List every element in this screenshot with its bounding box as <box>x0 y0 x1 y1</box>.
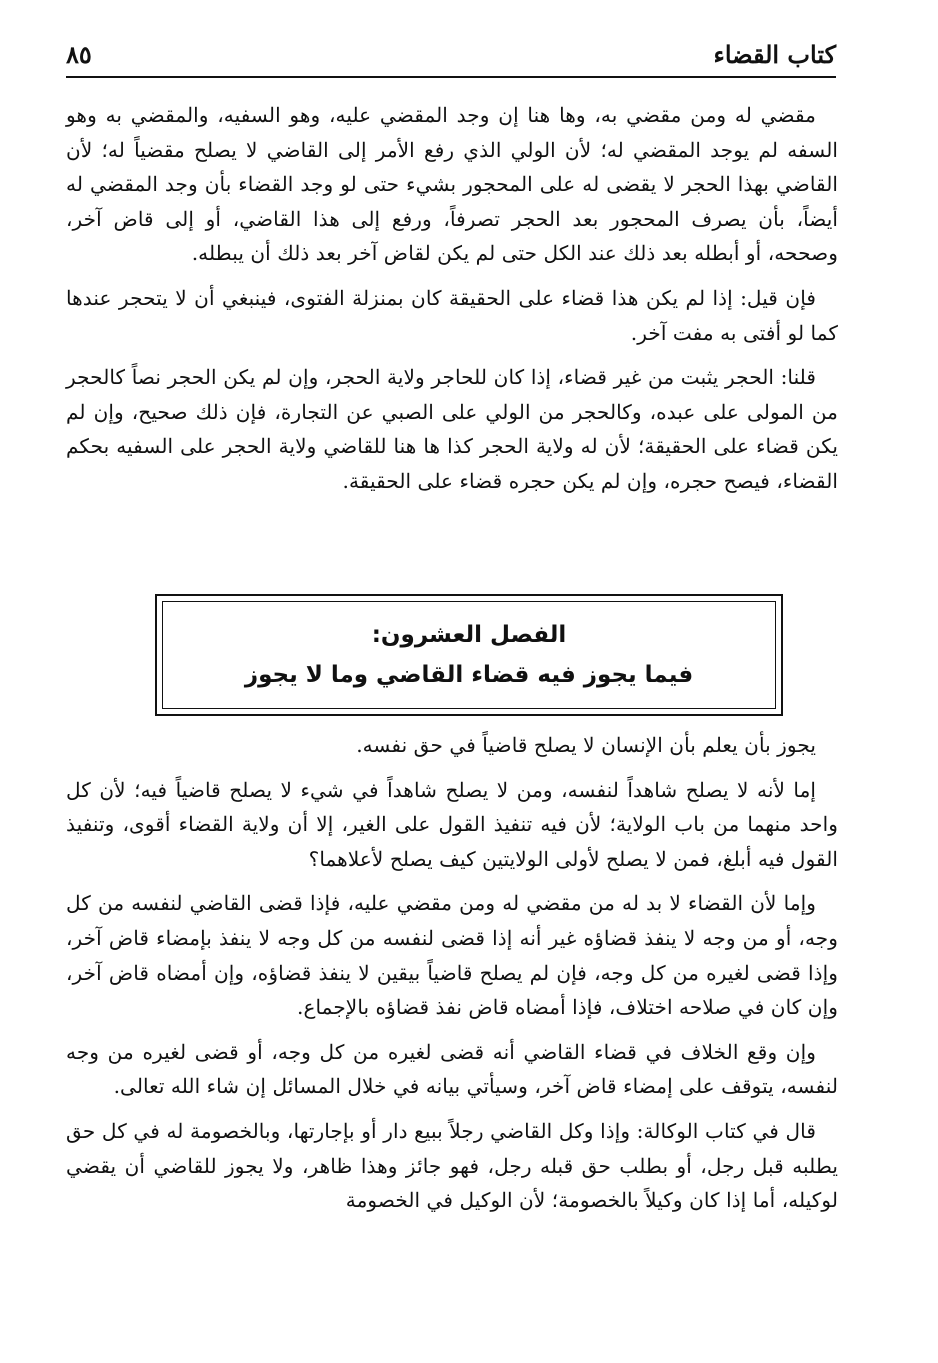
section-subtitle: فيما يجوز فيه قضاء القاضي وما لا يجوز <box>244 662 694 688</box>
page-number: ٨٥ <box>66 39 92 69</box>
body-text-top <box>66 98 838 509</box>
paragraph: يجوز بأن يعلم بأن الإنسان لا يصلح قاضياً في حق نفسه. <box>356 733 816 757</box>
paragraph: فإن قيل: إذا لم يكن هذا قضاء على الحقيقة كان بمنزلة الفتوى، فينبغي أن لا يتحجر عندها كما لو أفتى به مفت آخر. <box>66 285 838 345</box>
paragraph: وإن وقع الخلاف في قضاء القاضي أنه قضى لغيره من كل وجه، أو قضى لغيره من وجه لنفسه، يتوقف على إمضاء قاض آخر، وسيأتي بيانه في خلال المسائل إن شاء الله تعالى. <box>66 1039 838 1099</box>
paragraph: قال في كتاب الوكالة: وإذا وكل القاضي رجلاً ببيع دار أو بإجارتها، وبالخصومة له في كل حق يطلبه قبل رجل، أو بطلب حق قبله رجل، فهو جائز وهذا ظاهر، ولا يجوز للقاضي أن يقضي لوكيله، أما إذا كان وكيلاً بالخصومة؛ لأن الوكيل في الخصومة <box>66 1118 838 1213</box>
section-title: الفصل العشرون: <box>371 622 567 648</box>
section-heading-inner-frame <box>162 601 776 709</box>
book-title: كتاب القضاء <box>713 39 836 69</box>
body-text-bottom <box>66 728 838 1228</box>
running-header <box>66 38 836 78</box>
paragraph: وإما لأن القضاء لا بد له من مقضي له ومن مقضي عليه، فإذا قضى القاضي لنفسه من كل وجه، أو من وجه لا ينفذ قضاؤه غير أنه إذا قضى لنفسه من كل وجه لا ينفذ بإمضاء قاض آخر، وإذا قضى لغيره من كل وجه، فإن لم يصلح قاضياً بيقين لا ينفذ قضاؤه، وإن أمضاه قاض آخر، وإن كان في صلاحه اختلاف، فإذا أمضاه قاض نفذ قضاؤه بالإجماع. <box>66 891 838 1020</box>
section-heading-box <box>155 594 783 716</box>
paragraph: مقضي له ومن مقضي به، وها هنا إن وجد المقضي عليه، وهو السفيه، والمقضي به وهو السفه لم يوجد المقضي له؛ لأن الولي الذي رفع الأمر إلى القاضي لا يصلح مقضياً له؛ لأن القاضي بهذا الحجر لا يقضى له على المحجور بشيء حتى لو وجد القضاء بأن وجد المقضي له أيضاً، بأن يصرف المحجور بعد الحجر تصرفاً، ورفع إلى هذا القاضي، أو إلى قاض آخر، وصححه، أو أبطله بعد ذلك عند الكل حتى لم يكن لقاض آخر بعد ذلك أن يبطله. <box>66 103 838 266</box>
paragraph: قلنا: الحجر يثبت من غير قضاء، إذا كان للحاجر ولاية الحجر، وإن لم يكن الحجر نصاً كالحجر من المولى على عبده، وكالحجر من الولي على الصبي عن التجارة، فإن ذلك صحيح، وإن لم يكن قضاء على الحقيقة؛ لأن له ولاية الحجر كذا ها هنا للقاضي ولاية الحجر على السفيه بحكم القضاء، فيصح حجره، وإن لم يكن حجره قضاء على الحقيقة. <box>66 365 838 493</box>
paragraph: إما لأنه لا يصلح شاهداً لنفسه، ومن لا يصلح شاهداً في شيء لا يصلح قاضياً فيه؛ لأن كل واحد منهما من باب الولاية؛ لأن فيه تنفيذ القول على الغير، إلا أن ولاية القضاء أقوى، وتنفيذ القول فيه أبلغ، فمن لا يصلح لأولى الولايتين كيف يصلح لأعلاهما؟ <box>66 777 838 871</box>
